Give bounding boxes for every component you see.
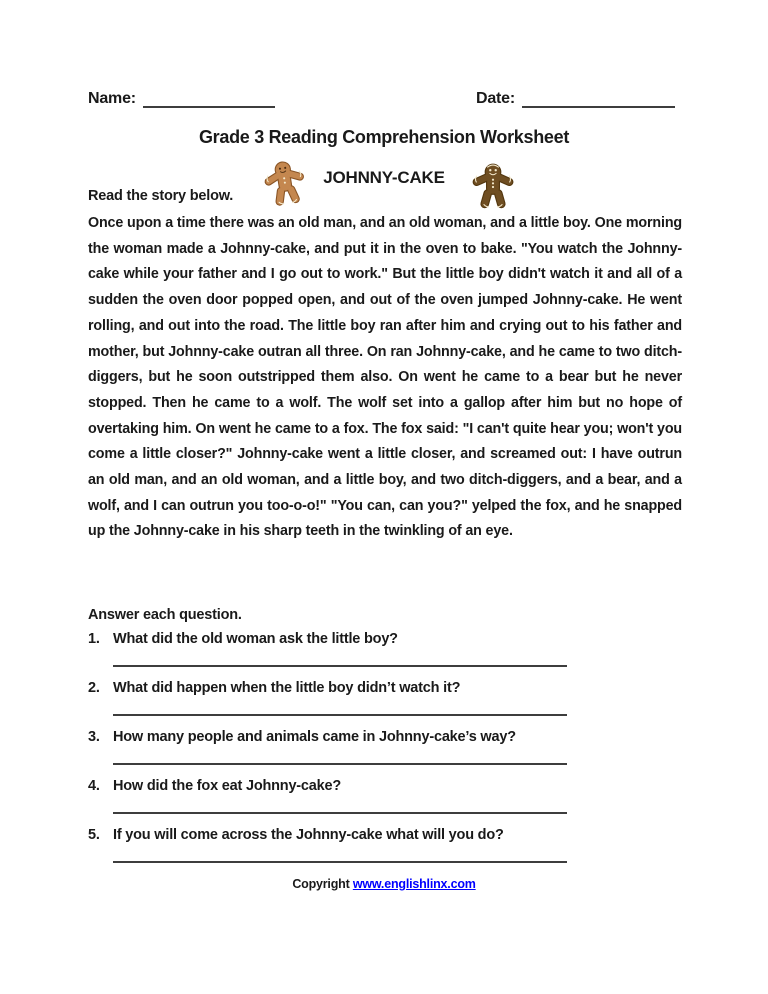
answer-line	[113, 794, 567, 814]
story-paragraph: Once upon a time there was an old man, and an old woman, and a little boy. One morning the woman made a Johnny-cake, and put it in the oven to bake. "You watch the Johnny-cake while your father and I go out to work." But the little boy didn't watch it and all of a sudden the oven door popped open, and out of the oven jumped Johnny-cake. He went rolling, and out into the road. The little boy ran after him and crying out to his father and mother, but Johnny-cake outran all three. On ran Johnny-cake, and he came to two ditch-diggers, but he soon outstripped them also. On went he came to a bear but he never stopped. Then he came to a wolf. The wolf set into a gallop after him but no hope of overtaking him. On went he came to a fox. The fox said: "I can't quite hear you; won't you come a little closer?" Johnny-cake went a little closer, and screamed out: I have outrun an old man, and an old woman, and a little boy, and two ditch-diggers, and a bear, and a wolf, and I can outrun you too-o-o!" "You can, can you?" yelped the fox, and he snapped up the Johnny-cake in his sharp teeth in the twinkling of an eye.	[88, 215, 682, 540]
answer-instruction: Answer each question.	[88, 607, 242, 623]
answer-line	[113, 745, 567, 765]
copyright-label: Copyright	[292, 877, 350, 891]
question-number: 4.	[88, 778, 100, 794]
question-text: How many people and animals came in Johnny-cake’s way?	[113, 729, 516, 745]
question-item	[88, 778, 682, 814]
question-text: How did the fox eat Johnny-cake?	[113, 778, 342, 794]
date-label: Date:	[475, 90, 515, 107]
question-number: 5.	[88, 827, 100, 843]
question-item	[88, 680, 682, 716]
question-text: If you will come across the Johnny-cake what will you do?	[113, 827, 504, 843]
question-number: 2.	[88, 680, 100, 696]
question-item	[88, 729, 682, 765]
answer-line	[113, 696, 567, 716]
question-item	[88, 631, 682, 667]
name-field	[88, 90, 275, 108]
date-field	[476, 90, 675, 108]
page-title: Grade 3 Reading Comprehension Worksheet	[198, 127, 570, 147]
question-text: What did happen when the little boy didn’t watch it?	[113, 680, 461, 696]
question-item	[88, 827, 682, 863]
gingerbread-man-icon	[464, 163, 522, 210]
question-number: 1.	[88, 631, 100, 647]
answer-line	[113, 647, 567, 667]
name-blank-line	[143, 91, 275, 108]
date-blank-line	[522, 91, 675, 108]
header-row	[88, 90, 675, 108]
question-text: What did the old woman ask the little boy?	[113, 631, 398, 647]
name-label: Name:	[88, 90, 136, 107]
questions-list	[88, 631, 682, 876]
question-number: 3.	[88, 729, 100, 745]
englishlinx-link[interactable]: www.englishlinx.com	[352, 877, 476, 891]
story-title: JOHNNY-CAKE	[323, 168, 445, 187]
read-instruction: Read the story below.	[88, 188, 234, 204]
answer-line	[113, 843, 567, 863]
footer	[0, 877, 768, 891]
